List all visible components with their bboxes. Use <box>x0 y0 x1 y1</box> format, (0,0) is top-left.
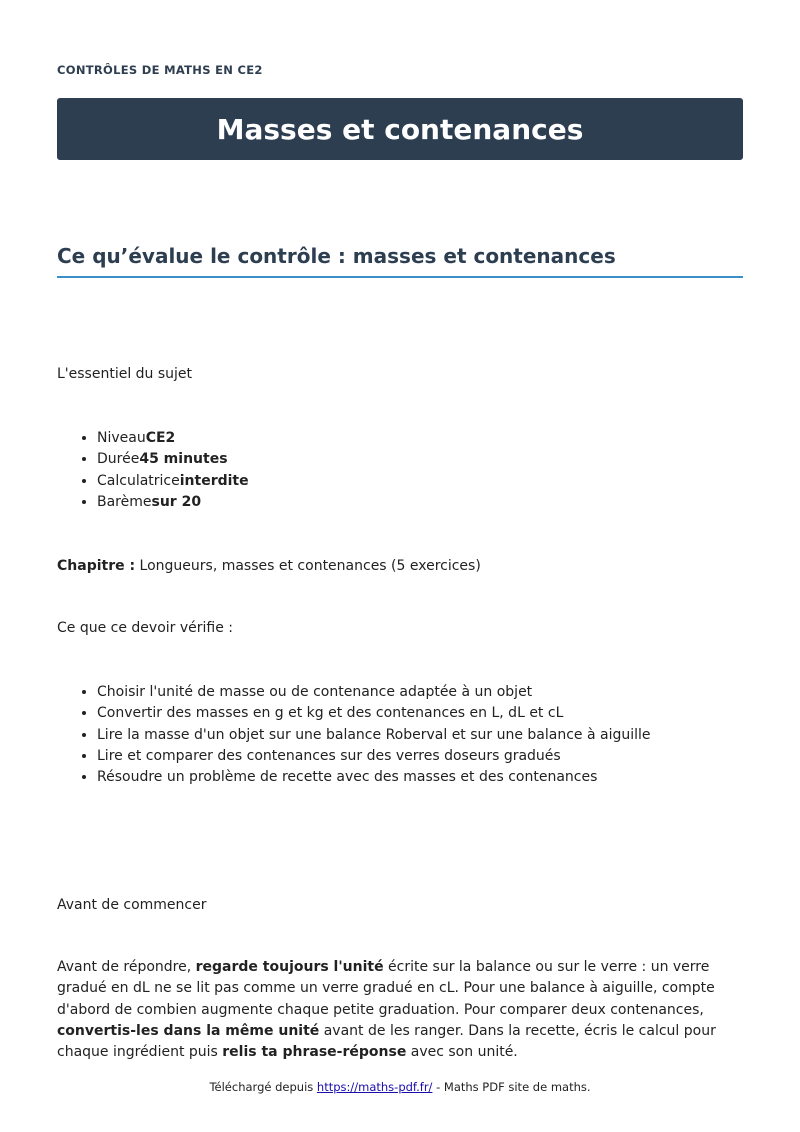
advice-text: Avant de répondre, <box>57 959 196 975</box>
chapitre-label: Chapitre : <box>57 558 136 574</box>
list-item: • Convertir des masses en g et kg et des contenances en L, dL et cL <box>97 703 651 724</box>
item-label: Niveau <box>97 430 146 446</box>
item-value: interdite <box>179 472 249 489</box>
item-value: sur 20 <box>151 493 202 510</box>
advice-paragraph <box>57 957 743 1063</box>
item-value: 45 minutes <box>139 451 228 468</box>
essentiel-label: L'essentiel du sujet <box>57 366 193 382</box>
footer-suffix: - Maths PDF site de maths. <box>432 1080 591 1094</box>
item-value: CE2 <box>145 430 176 446</box>
list-item: • Lire la masse d'un objet sur une balance Roberval et sur une balance à aiguille <box>97 725 651 746</box>
advice-text: avant de les ranger. Dans la recette, écris le calcul pour chaque ingrédient puis <box>57 1022 716 1061</box>
section-heading: Ce qu’évalue le contrôle : masses et contenances <box>57 244 743 278</box>
list-item: • Choisir l'unité de masse ou de contenance adaptée à un objet <box>97 682 651 703</box>
list-item <box>97 449 249 470</box>
chapitre-text: Longueurs, masses et contenances (5 exercices) <box>135 558 481 574</box>
advice-text: écrite sur la balance ou sur le verre : un verre gradué en dL ne se lit pas comme un verre gradué en cL. Pour une balance à aiguille, compte d'abord de combien augmente chaque petite graduation. Pour comparer deux contenances, <box>57 959 715 1018</box>
advice-emphasis: convertis-les dans la même unité <box>57 1022 320 1039</box>
chapitre-line <box>57 556 481 577</box>
list-item: • Lire et comparer des contenances sur des verres doseurs gradués <box>97 746 651 767</box>
list-item <box>97 428 249 449</box>
list-item: • Résoudre un problème de recette avec des masses et des contenances <box>97 767 651 788</box>
verifie-list <box>57 682 651 788</box>
advice-emphasis: relis ta phrase-réponse <box>222 1044 407 1061</box>
item-label: Durée <box>97 451 140 468</box>
list-item <box>97 471 249 492</box>
advice-text: avec son unité. <box>406 1044 518 1061</box>
essentiel-list <box>57 428 249 513</box>
title-banner <box>57 98 743 160</box>
list-item <box>97 492 249 513</box>
verifie-label: Ce que ce devoir vérifie : <box>57 620 234 636</box>
item-label: Calculatrice <box>97 472 180 489</box>
advice-emphasis: regarde toujours l'unité <box>195 959 384 975</box>
footer <box>0 1080 800 1094</box>
footer-prefix: Téléchargé depuis <box>209 1080 317 1094</box>
page-title: Masses et contenances <box>216 112 584 146</box>
series-kicker: CONTRÔLES DE MATHS EN CE2 <box>57 63 263 77</box>
item-label: Barème <box>97 493 152 510</box>
avant-label: Avant de commencer <box>57 897 207 913</box>
footer-link[interactable]: https://maths-pdf.fr/ <box>316 1080 433 1094</box>
